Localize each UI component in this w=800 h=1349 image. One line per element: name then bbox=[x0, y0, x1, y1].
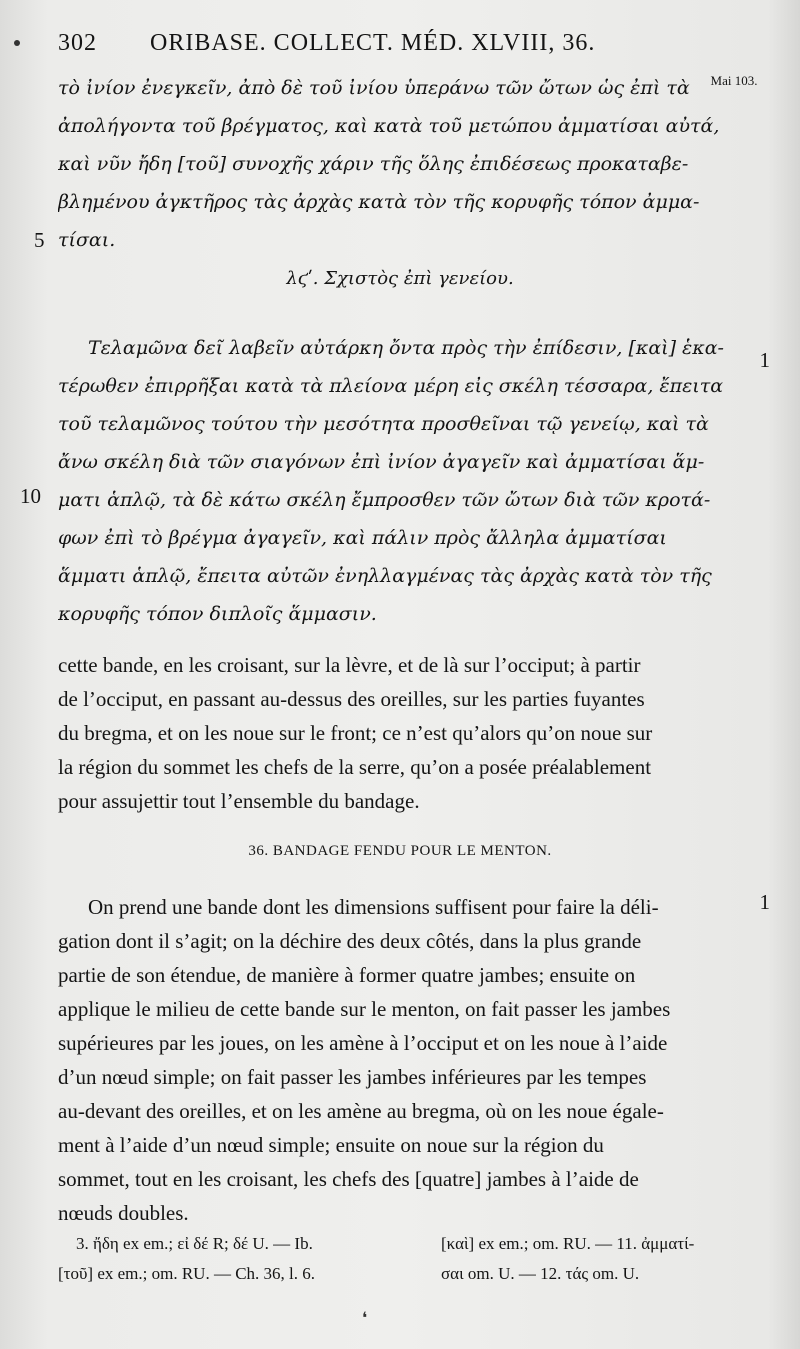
french-line: de l’occiput, en passant au-dessus des oreilles, sur les parties fuyantes bbox=[58, 687, 645, 711]
french-line: pour assujettir tout l’ensemble du bandage. bbox=[58, 789, 420, 813]
french-line: On prend une bande dont les dimensions suffisent pour faire la déli- bbox=[88, 895, 659, 919]
greek-line: βλημένου ἀγκτῆρος τὰς ἀρχὰς κατὰ τὸν τῆς κορυφῆς τόπον ἀμμα- bbox=[58, 191, 700, 213]
french-line: partie de son étendue, de manière à former quatre jambes; ensuite on bbox=[58, 963, 636, 987]
footnote-line bbox=[76, 1230, 786, 1258]
running-title: ORIBASE. COLLECT. MÉD. XLVIII, 36. bbox=[150, 30, 596, 56]
margin-reference: Mai 103. bbox=[710, 73, 758, 88]
line-number: 5 bbox=[34, 228, 45, 252]
greek-line: τὸ ἰνίον ἐνεγκεῖν, ἀπὸ δὲ τοῦ ἰνίου ὑπεράνω τῶν ὤτων ὡς ἐπὶ τὰ bbox=[58, 77, 690, 99]
french-line: du bregma, et on les noue sur le front; ce n’est qu’alors qu’on noue sur bbox=[58, 721, 653, 745]
greek-line: κορυφῆς τόπον διπλοῖς ἅμμασιν. bbox=[58, 603, 377, 625]
footnote-right: [καὶ] ex em.; om. RU. — 11. ἀμματί- bbox=[441, 1234, 695, 1253]
greek-line: καὶ νῦν ἤδη [τοῦ] συνοχῆς χάριν τῆς ὅλης ἐπιδέσεως προκαταβε- bbox=[58, 153, 689, 175]
bottom-mark: ❛ bbox=[362, 1308, 368, 1327]
greek-line: τοῦ τελαμῶνος τούτου τὴν μεσότητα προσθεῖναι τῷ γενείῳ, καὶ τὰ bbox=[58, 413, 709, 435]
greek-line: ἄνω σκέλη διὰ τῶν σιαγόνων ἐπὶ ἰνίον ἀγαγεῖν καὶ ἀμματίσαι ἅμ- bbox=[58, 451, 705, 473]
french-line: la région du sommet les chefs de la serre, qu’on a posée préalablement bbox=[58, 755, 652, 779]
page-header bbox=[58, 30, 678, 57]
greek-line: φων ἐπὶ τὸ βρέγμα ἀγαγεῖν, καὶ πάλιν πρὸς ἄλληλα ἀμματίσαι bbox=[58, 527, 667, 549]
greek-section-title: λϛʹ. Σχιστὸς ἐπὶ γενείου. bbox=[286, 268, 514, 289]
greek-line: ἀπολήγοντα τοῦ βρέγματος, καὶ κατὰ τοῦ μετώπου ἀμματίσαι αὐτά, bbox=[58, 115, 720, 137]
greek-line: ἅμματι ἁπλῷ, ἔπειτα αὐτῶν ἐνηλλαγμένας τὰς ἀρχὰς κατὰ τὸν τῆς bbox=[58, 565, 712, 587]
greek-line: τίσαι. bbox=[58, 229, 116, 251]
line-number: 10 bbox=[20, 484, 41, 508]
greek-line: τέρωθεν ἐπιρρῆξαι κατὰ τὰ πλείονα μέρη εἰς σκέλη τέσσαρα, ἔπειτα bbox=[58, 375, 724, 397]
margin-number: 1 bbox=[759, 348, 770, 372]
french-line: au-devant des oreilles, et on les amène au bregma, où on les noue égale- bbox=[58, 1099, 664, 1123]
margin-dot bbox=[14, 40, 20, 46]
french-line: nœuds doubles. bbox=[58, 1201, 189, 1225]
margin-number: 1 bbox=[759, 890, 770, 914]
french-line: applique le milieu de cette bande sur le menton, on fait passer les jambes bbox=[58, 997, 671, 1021]
french-line: gation dont il s’agit; on la déchire des deux côtés, dans la plus grande bbox=[58, 929, 642, 953]
footnote-line bbox=[58, 1260, 768, 1288]
greek-line: ματι ἁπλῷ, τὰ δὲ κάτω σκέλη ἔμπροσθεν τῶν ὤτων διὰ τῶν κροτά- bbox=[58, 489, 711, 511]
french-line: d’un nœud simple; on fait passer les jambes inférieures par les tempes bbox=[58, 1065, 647, 1089]
french-line: sommet, tout en les croisant, les chefs des [quatre] jambes à l’aide de bbox=[58, 1167, 639, 1191]
page-number: 302 bbox=[58, 30, 97, 56]
french-line: ment à l’aide d’un nœud simple; ensuite on noue sur la région du bbox=[58, 1133, 604, 1157]
footnote-right: σαι om. U. — 12. τάς om. U. bbox=[441, 1264, 640, 1283]
french-line: supérieures par les joues, on les amène à l’occiput et on les noue à l’aide bbox=[58, 1031, 668, 1055]
greek-line: Τελαμῶνα δεῖ λαβεῖν αὐτάρκη ὄντα πρὸς τὴν ἐπίδεσιν, [καὶ] ἑκα- bbox=[88, 337, 724, 359]
footnote-left: 3. ἤδη ex em.; εἰ δέ R; δέ U. — Ib. bbox=[76, 1234, 313, 1253]
french-section-title: 36. BANDAGE FENDU POUR LE MENTON. bbox=[248, 843, 552, 859]
french-line: cette bande, en les croisant, sur la lèvre, et de là sur l’occiput; à partir bbox=[58, 653, 641, 677]
footnote-left: [τοῦ] ex em.; om. RU. — Ch. 36, l. 6. bbox=[58, 1264, 316, 1283]
